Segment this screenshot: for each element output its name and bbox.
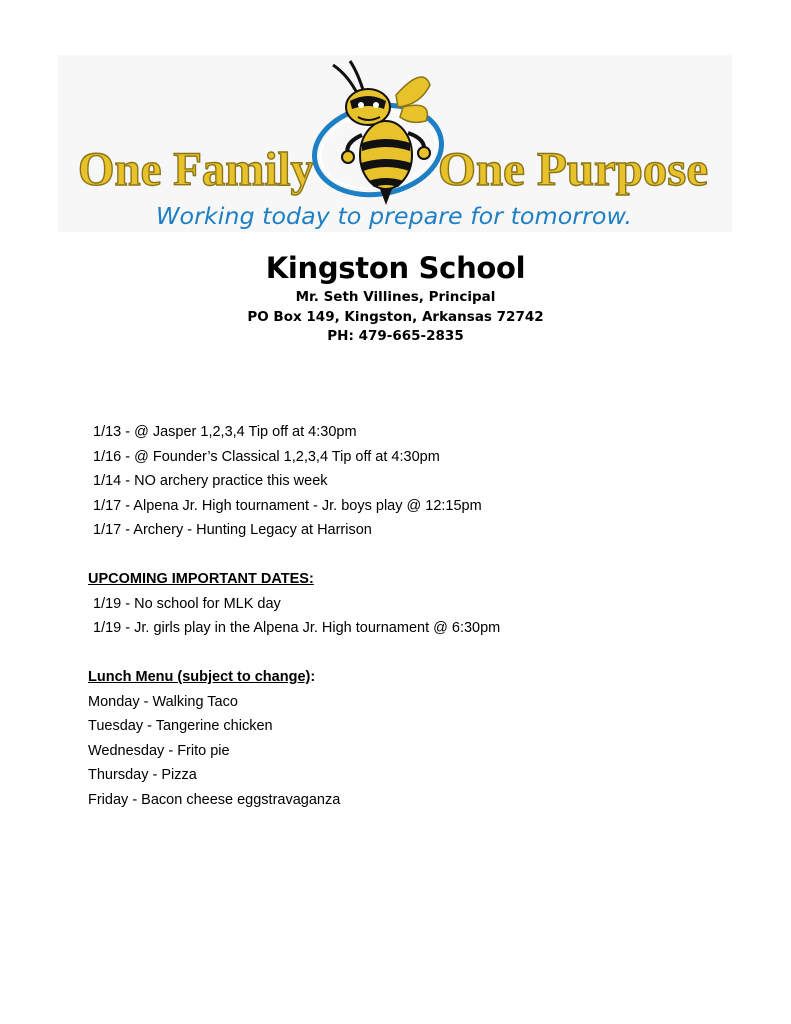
address-line: PO Box 149, Kingston, Arkansas 72742 [247,308,544,325]
banner-right-text: One Purpose [438,143,708,196]
lunch-heading-colon: : [310,669,316,685]
spacer [88,641,728,666]
header-banner [58,55,732,232]
banner-graphic [58,55,732,232]
spacer [88,543,728,568]
upcoming-item: 1/19 - Jr. girls play in the Alpena Jr. High tournament @ 6:30pm [93,620,501,636]
upcoming-heading-text: UPCOMING IMPORTANT DATES: [88,571,314,587]
banner-tagline: Working today to prepare for tomorrow. [156,204,632,230]
event-item: 1/17 - Archery - Hunting Legacy at Harrison [93,522,372,538]
banner-left-text: One Family [78,143,314,196]
event-item: 1/14 - NO archery practice this week [93,473,328,489]
school-name: Kingston School [265,251,526,285]
lunch-list [88,690,728,813]
lunch-item: Thursday - Pizza [88,767,197,783]
event-item: 1/17 - Alpena Jr. High tournament - Jr. boys play @ 12:15pm [93,497,482,514]
lunch-heading-text: Lunch Menu (subject to change) [88,669,311,685]
lunch-item: Tuesday - Tangerine chicken [88,718,273,734]
event-item: 1/16 - @ Founder’s Classical 1,2,3,4 Tip off at 4:30pm [93,448,440,465]
school-header [0,248,791,347]
upcoming-item: 1/19 - No school for MLK day [93,595,281,612]
events-list [88,420,728,543]
lunch-item: Friday - Bacon cheese eggstravaganza [88,791,341,808]
upcoming-heading [88,567,728,592]
principal-line: Mr. Seth Villines, Principal [295,289,496,305]
lunch-item: Monday - Walking Taco [88,693,238,710]
lunch-heading [88,665,728,690]
mascot-icon [307,61,448,205]
event-item: 1/13 - @ Jasper 1,2,3,4 Tip off at 4:30pm [93,424,357,440]
announcements [88,420,728,812]
lunch-item: Wednesday - Frito pie [88,742,230,759]
upcoming-list [88,592,728,641]
phone-line: PH: 479-665-2835 [327,328,464,344]
